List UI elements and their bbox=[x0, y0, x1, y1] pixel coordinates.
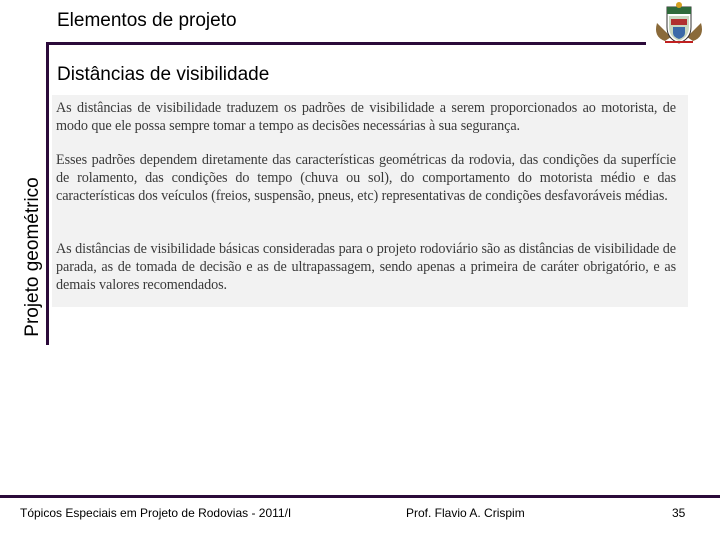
header-divider bbox=[46, 42, 646, 45]
paragraph: As distâncias de visibilidade traduzem os padrões de visibilidade a serem proporcionados ao motorista, de modo que ele possa sempre tomar a tempo as decisões necessárias à sua segurança. bbox=[56, 100, 676, 134]
slide-header-title: Elementos de projeto bbox=[57, 10, 237, 31]
footer-course-name: Tópicos Especiais em Projeto de Rodovias - 2011/I bbox=[20, 506, 292, 520]
sidebar-vertical-label: Projeto geométrico bbox=[22, 177, 43, 337]
section-title: Distâncias de visibilidade bbox=[57, 64, 270, 85]
paragraph: Esses padrões dependem diretamente das características geométricas da rodovia, das condições da superfície de rolamento, das condições do tempo (chuva ou sol), do comportamento do motorista médio e das características dos veículos (freios, suspensão, pneus, etc) representativas de condições desfavoráveis médias. bbox=[56, 152, 676, 204]
page-number: 35 bbox=[672, 506, 686, 520]
footer-author: Prof. Flavio A. Crispim bbox=[406, 506, 525, 520]
paragraph: As distâncias de visibilidade básicas consideradas para o projeto rodoviário são as distâncias de visibilidade de parada, as de tomada de decisão e as de ultrapassagem, sendo apenas a primeira de caráter obrigatório, e as demais valores recomendados. bbox=[56, 241, 676, 293]
footer-divider bbox=[0, 495, 720, 498]
sidebar-divider bbox=[46, 42, 49, 345]
scanned-text-excerpt bbox=[52, 95, 688, 307]
university-crest-logo bbox=[651, 1, 707, 45]
